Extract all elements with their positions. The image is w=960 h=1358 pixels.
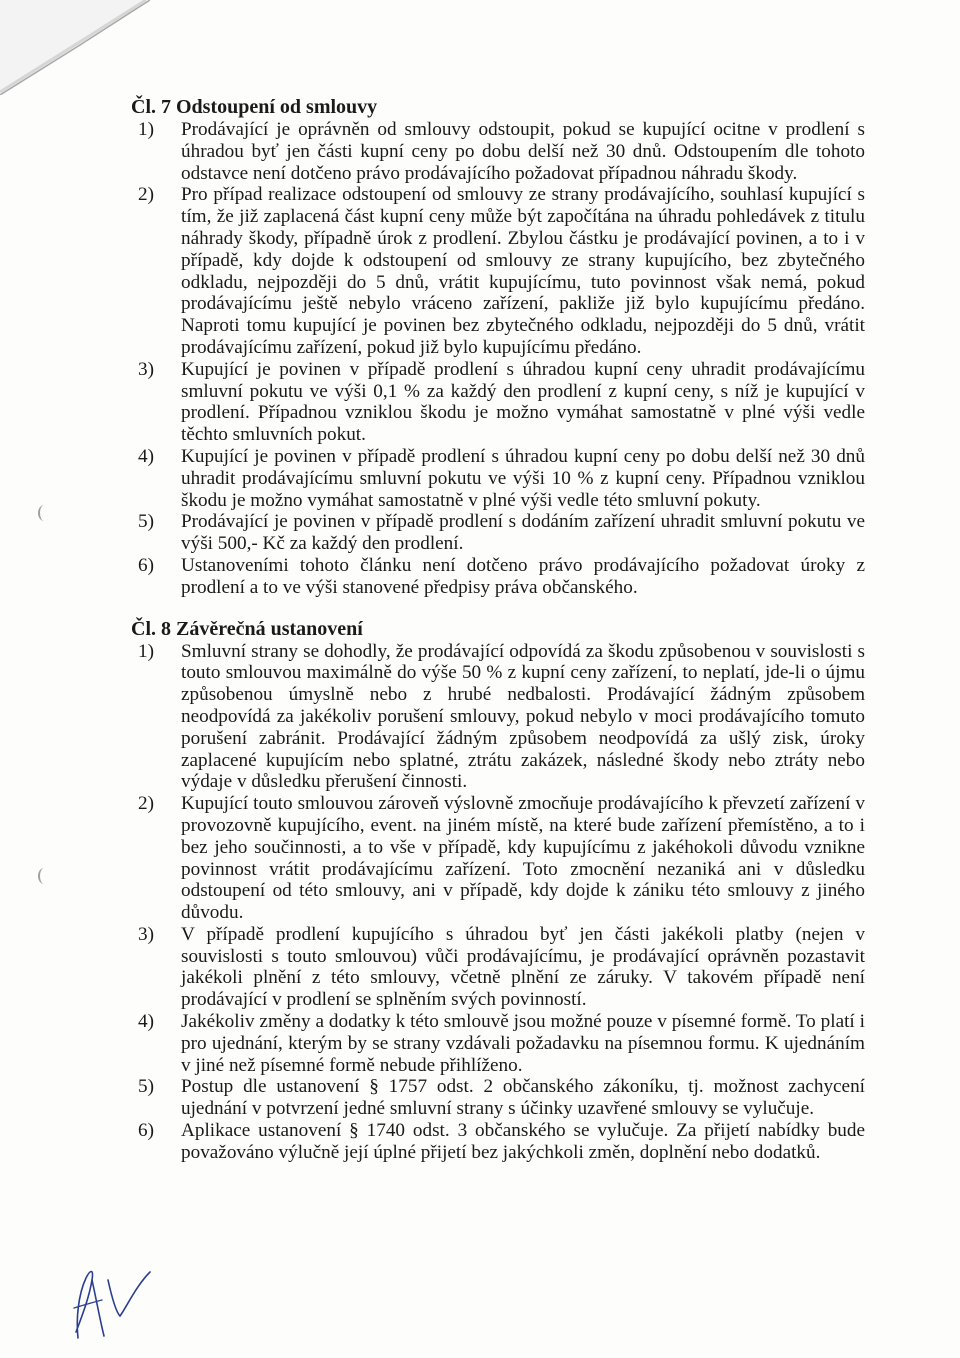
clause-text: Jakékoliv změny a dodatky k této smlouvě jsou možné pouze v písemné formě. To platí i pro ujednání, kterým by se strany vzdávali požadavku na písemnou formu. K ujednáním v jiné než písemné formě nebude přihlíženo. bbox=[181, 1011, 865, 1076]
punch-hole-lower bbox=[38, 868, 50, 884]
clause-text: Postup dle ustanovení § 1757 odst. 2 občanského zákoníku, tj. možnost zachycení ujednání v potvrzení jedné smluvní strany s účinky uzavřené smlouvy se vylučuje. bbox=[181, 1076, 865, 1120]
section-odstoupeni bbox=[131, 95, 865, 599]
clause bbox=[131, 359, 865, 446]
clause-text: V případě prodlení kupujícího s úhradou byť jen části jakékoli platby (nejen v souvislosti s touto smlouvou) vůči prodávajícímu, je prodávající oprávněn pozastavit jakékoli plnění z této smlouvy, včetně plnění ze záruky. V takovém případě není prodávající v prodlení se splněním svých povinností. bbox=[181, 923, 865, 1011]
clause-text: Prodávající je povinen v případě prodlení s dodáním zařízení uhradit smluvní pokutu ve výši 500,- Kč za každý den prodlení. bbox=[181, 511, 865, 555]
clause-text: Ustanoveními tohoto článku není dotčeno právo prodávajícího požadovat úroky z prodlení a to ve výši stanovené předpisy práva občanského. bbox=[181, 554, 865, 598]
punch-hole-upper bbox=[38, 505, 50, 521]
clause-text: Prodávající je oprávněn od smlouvy odstoupit, pokud se kupující ocitne v prodlení s úhradou byť jen části kupní ceny po dobu delší než 30 dnů. Odstoupením dle tohoto odstavce není dotčeno právo prodávajícího požadovat případnou náhradu škody. bbox=[181, 119, 865, 184]
section-zaverecna-ustanoveni bbox=[131, 617, 865, 1164]
section-heading: Čl. 8 Závěrečná ustanovení bbox=[131, 617, 363, 640]
clause-number: 1) bbox=[138, 640, 154, 662]
clause bbox=[131, 793, 865, 924]
clause bbox=[131, 511, 865, 555]
clause bbox=[131, 1076, 865, 1120]
clause-text: Aplikace ustanovení § 1740 odst. 3 občanského se vylučuje. Za přijetí nabídky bude považováno výlučně její úplné přijetí bez jakýchkoli změn, doplnění nebo dodatků. bbox=[181, 1120, 865, 1163]
clause bbox=[131, 641, 865, 794]
clause-text: Smluvní strany se dohodly, že prodávající odpovídá za škodu způsobenou v souvislosti s touto smlouvou maximálně do výše 50 % z kupní ceny zařízení, to neplatí, jde-li o újmu způsobenou úmyslně nebo z hrubé nedbalosti. Prodávající žádným způsobem neodpovídá za jakékoliv porušení smlouvy, pokud nebylo v moci prodávajícího tomuto porušení zabránit. Prodávající žádným způsobem neodpovídá za ušlý zisk, úroky zaplacené kupujícím nebo splatné, ztrátu zakázek, následné škody nebo ztráty nebo výdaje v důsledku přerušení činnosti. bbox=[181, 640, 865, 793]
clause-number: 3) bbox=[138, 923, 154, 945]
clause-text: Kupující touto smlouvou zároveň výslovně zmocňuje prodávajícího k převzetí zařízení v provozovně kupujícího, event. na jiném místě, na které bude zařízení přemístěno, a to i bez jeho součinnosti, a to vše v případě, kdy kupujícímu z jakéhokoli důvodu vznikne povinnost vrátit prodávajícímu zařízení. Toto zmocnění nezaniká ani v důsledku odstoupení od této smlouvy, ani v případě, kdy dojde k zániku této smlouvy z jiného důvodu. bbox=[181, 793, 865, 924]
folded-corner-shadow bbox=[0, 0, 150, 95]
clause-number: 6) bbox=[138, 1120, 154, 1142]
clause-number: 5) bbox=[138, 511, 154, 533]
clause-number: 3) bbox=[138, 358, 154, 380]
clause-text: Kupující je povinen v případě prodlení s úhradou kupní ceny po dobu delší než 30 dnů uhradit prodávajícímu smluvní pokutu ve výši 10 % z kupní ceny. Případnou vzniklou škodu je možno vymáhat samostatně v plné výši vedle této smluvní pokuty. bbox=[181, 445, 865, 511]
handwritten-signature bbox=[56, 1250, 156, 1340]
clause-number: 4) bbox=[138, 445, 154, 467]
section-spacer bbox=[131, 599, 865, 617]
clause-text: Pro případ realizace odstoupení od smlouvy ze strany prodávajícího, souhlasí kupující s tím, že již zaplacená část kupní ceny může být započítána na úhradu pohledávek z titulu náhrady škody, případně úrok z prodlení. Zbylou částku je prodávající povinen, a to i v případě, kdy dojde k odstoupení od smlouvy ze strany kupujícího, bez zbytečného odkladu, nejpozději do 5 dnů, vrátit kupujícímu, tuto povinnost však nemá, pokud prodávajícímu ještě nebylo vráceno zařízení, pakliže již bylo kupujícímu předáno. Naproti tomu kupující je povinen bez zbytečného odkladu, nejpozději do 5 dnů, vrátit prodávajícímu zařízení, pokud již bylo kupujícímu předáno. bbox=[181, 184, 865, 358]
clause bbox=[131, 446, 865, 511]
clause-number: 2) bbox=[138, 793, 154, 815]
clause bbox=[131, 924, 865, 1011]
document-body bbox=[131, 95, 865, 1164]
clause-number: 5) bbox=[138, 1076, 154, 1098]
clause-number: 4) bbox=[138, 1011, 154, 1033]
clause bbox=[131, 1120, 865, 1164]
clause bbox=[131, 1011, 865, 1076]
clause-number: 1) bbox=[138, 119, 154, 140]
clause bbox=[131, 119, 865, 184]
clause bbox=[131, 184, 865, 358]
clause-text: Kupující je povinen v případě prodlení s úhradou kupní ceny uhradit prodávajícímu smluvní pokutu ve výši 0,1 % za každý den prodlení z kupní ceny, s níž je kupující v prodlení. Případnou vzniklou škodu je možno vymáhat samostatně v plné výši vedle těchto smluvních pokut. bbox=[181, 358, 865, 446]
clause bbox=[131, 555, 865, 599]
clause-number: 6) bbox=[138, 554, 154, 576]
section-heading: Čl. 7 Odstoupení od smlouvy bbox=[131, 96, 378, 118]
clause-number: 2) bbox=[138, 184, 154, 206]
